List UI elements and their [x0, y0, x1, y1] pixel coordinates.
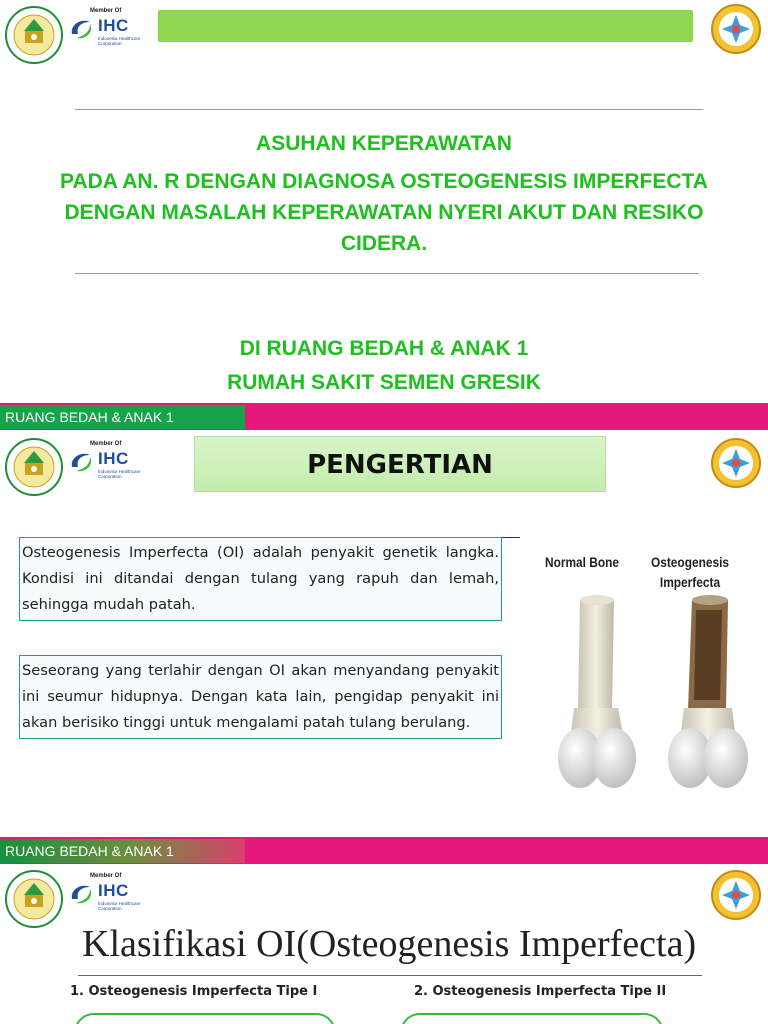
- location-line-1: DI RUANG BEDAH & ANAK 1: [239, 337, 529, 360]
- definition-paragraph: Osteogenesis Imperfecta (OI) adalah penyakit genetik langka. Kondisi ini ditandai dengan tulang yang rapuh dan lemah, sehingga mudah patah.: [19, 537, 502, 621]
- normal-bone-label: Normal Bone: [544, 554, 620, 570]
- ihc-swoosh-icon: [68, 16, 96, 40]
- ihc-subtitle: Indonesia Healthcare Corporation: [98, 36, 141, 46]
- ihc-member-label: Member Of: [90, 8, 122, 14]
- main-title: PADA AN. R DENGAN DIAGNOSA OSTEOGENESIS IMPERFECTA DENGAN MASALAH KEPERAWATAN NYERI AKUT DAN RESIKO CIDERA.: [60, 170, 708, 255]
- oi-label-line-1: Osteogenesis: [650, 554, 730, 570]
- location-line-2: RUMAH SAKIT SEMEN GRESIK: [227, 371, 541, 394]
- type-2-card: [400, 1013, 664, 1024]
- ihc-logo: [68, 8, 148, 48]
- accreditation-badge-icon: [710, 3, 762, 55]
- slide-klasifikasi: [0, 823, 768, 1024]
- ihc-subtitle: Indonesia Healthcare Corporation: [98, 901, 141, 911]
- band-label: RUANG BEDAH & ANAK 1: [0, 839, 245, 863]
- ihc-logo: [68, 873, 148, 913]
- ihc-member-label: Member Of: [90, 873, 122, 879]
- accreditation-badge-icon: [710, 869, 762, 921]
- ihc-logo: [68, 441, 148, 481]
- top-divider: [75, 109, 703, 110]
- type-1-heading: 1. Osteogenesis Imperfecta Tipe I: [70, 984, 318, 999]
- type-2-heading: 2. Osteogenesis Imperfecta Tipe II: [414, 984, 667, 999]
- title-line-1: ASUHAN KEPERAWATAN: [256, 132, 512, 155]
- ihc-swoosh-icon: [68, 449, 96, 473]
- bone-comparison-image: [522, 540, 768, 802]
- hospital-seal-logo: [4, 869, 64, 929]
- classification-title: Klasifikasi OI(Osteogenesis Imperfecta): [82, 923, 697, 965]
- hospital-seal-logo: [4, 5, 64, 65]
- ihc-swoosh-icon: [68, 881, 96, 905]
- ihc-subtitle: Indonesia Healthcare Corporation: [98, 469, 141, 479]
- explanation-paragraph: Seseorang yang terlahir dengan OI akan menyandang penyakit ini seumur hidupnya. Dengan kata lain, pengidap penyakit ini akan berisiko tinggi untuk mengalami patah tulang berulang.: [19, 655, 502, 739]
- connector-line: [502, 537, 520, 538]
- bone-illustration: [522, 540, 768, 802]
- title-underline: [78, 975, 702, 976]
- section-title: PENGERTIAN: [194, 436, 606, 492]
- ihc-member-label: Member Of: [90, 441, 122, 447]
- oi-label-line-2: Imperfecta: [659, 574, 721, 590]
- accreditation-badge-icon: [710, 437, 762, 489]
- ihc-name: IHC: [98, 449, 129, 468]
- header-green-bar: [158, 10, 693, 42]
- section-band: [0, 403, 768, 430]
- section-band: [0, 837, 768, 864]
- slide-title: [0, 0, 768, 403]
- hospital-seal-logo: [4, 437, 64, 497]
- band-label: RUANG BEDAH & ANAK 1: [0, 405, 245, 429]
- ihc-name: IHC: [98, 16, 129, 35]
- slide-pengertian: [0, 403, 768, 823]
- type-1-card: [74, 1013, 336, 1024]
- ihc-name: IHC: [98, 881, 129, 900]
- bottom-divider: [75, 273, 699, 274]
